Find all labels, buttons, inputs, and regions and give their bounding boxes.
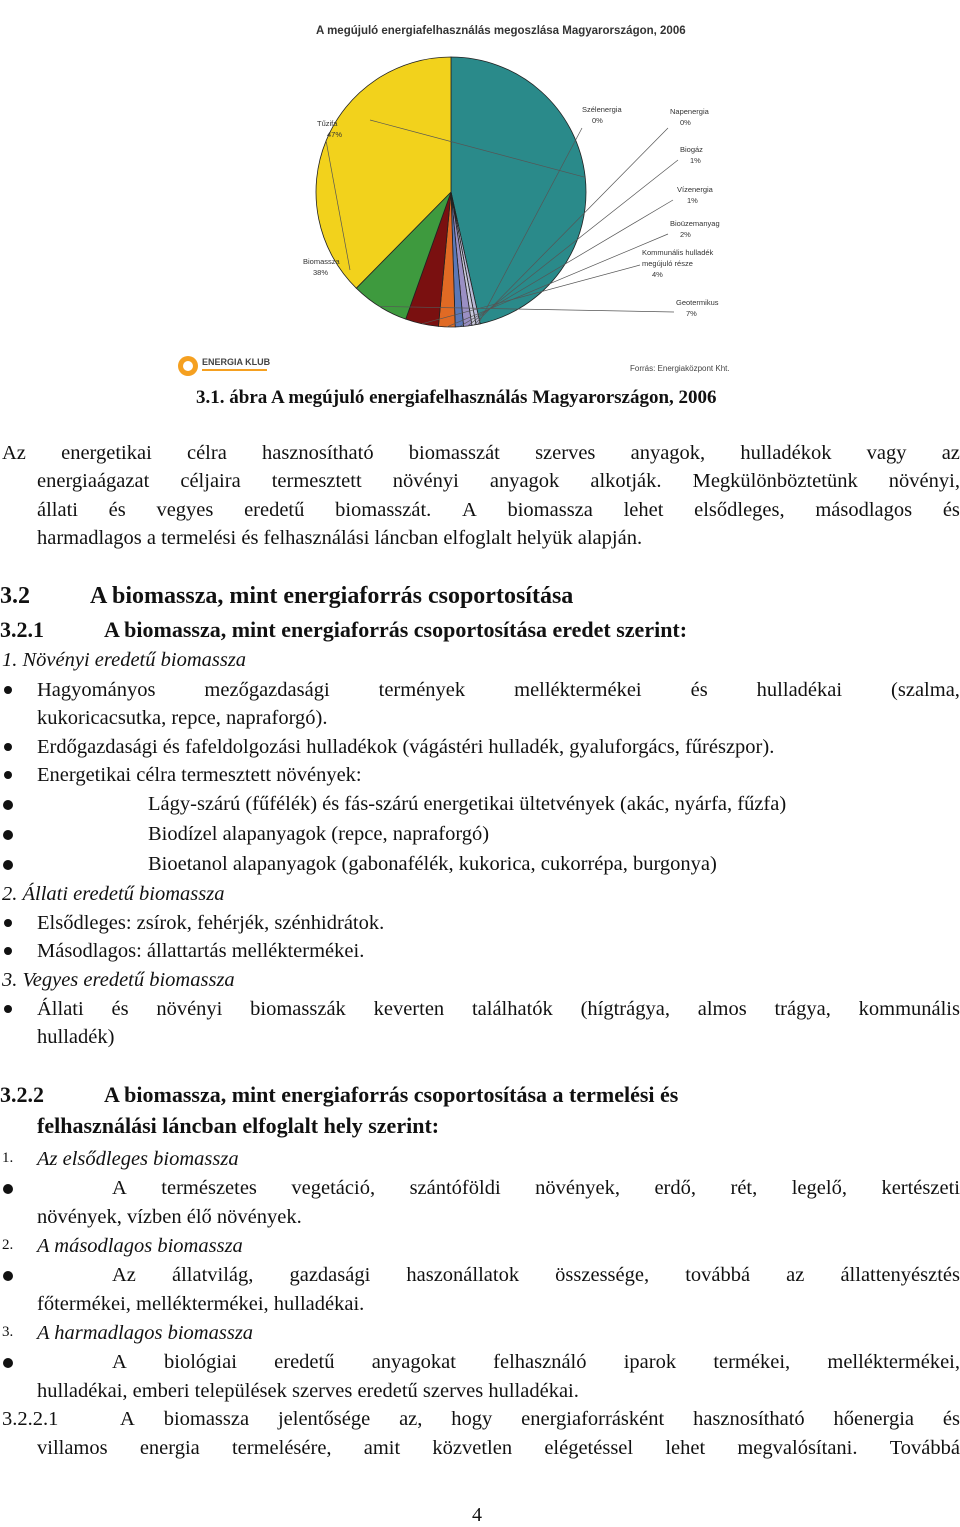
bullet-dot xyxy=(3,1184,13,1194)
chart-source: Forrás: Energiaközpont Kht. xyxy=(630,364,730,373)
word: melléktermékei xyxy=(514,679,642,701)
slice-name-label: megújuló része xyxy=(642,259,693,268)
word: anyagok, xyxy=(630,442,706,464)
word: energiaágazat xyxy=(37,470,150,492)
word: és xyxy=(690,679,708,701)
word: állatvilág, xyxy=(171,1264,254,1286)
word: megvalósítani. xyxy=(737,1437,858,1459)
bullet-dot xyxy=(4,1005,12,1013)
pie-chart xyxy=(170,0,790,385)
word: közvetlen xyxy=(432,1437,513,1459)
word: A xyxy=(112,1177,127,1199)
word: növényi xyxy=(156,998,223,1020)
word: növények, xyxy=(535,1177,620,1199)
slice-value-label: 0% xyxy=(680,118,691,127)
word: az, xyxy=(399,1408,423,1430)
word: melléktermékei, xyxy=(827,1351,960,1373)
word: felhasználó xyxy=(493,1351,587,1373)
word: anyagokat xyxy=(371,1351,456,1373)
word: jelentősége xyxy=(277,1408,371,1430)
word: termelésére, xyxy=(231,1437,332,1459)
figure-caption: 3.1. ábra A megújuló energiafelhasználás Magyarországon, 2006 xyxy=(196,387,717,408)
slice-name-label: Napenergia xyxy=(670,107,709,116)
slice-name-label: Bioüzemanyag xyxy=(670,219,720,228)
word: és xyxy=(942,499,960,521)
mixed-bullet1-line2: hulladék) xyxy=(37,1026,115,1048)
word: Az xyxy=(2,442,26,464)
word: kertészeti xyxy=(881,1177,960,1199)
bullet-dot xyxy=(3,830,13,840)
mixed-origin-heading: 3. Vegyes eredetű biomassza xyxy=(2,969,235,991)
bullet-dot xyxy=(4,947,12,955)
heading-3-2-2-title-line1: A biomassza, mint energiaforrás csoportosítása a termelési és xyxy=(104,1082,679,1107)
heading-3-2-2-1-number: 3.2.2.1 xyxy=(2,1408,59,1430)
word: Hagyományos xyxy=(37,679,156,701)
word: anyagok xyxy=(489,470,560,492)
word: Megkülönböztetünk xyxy=(692,470,858,492)
word: hőenergia xyxy=(833,1408,914,1430)
pie-chart-figure xyxy=(170,0,790,385)
word: biomasszák xyxy=(250,998,346,1020)
word: eredetű xyxy=(274,1351,335,1373)
word: hulladékai xyxy=(756,679,843,701)
heading-3-2-title: A biomassza, mint energiaforrás csoportosítása xyxy=(90,583,574,609)
mixed-bullet1-line1 xyxy=(37,995,960,1023)
slice-value-label: 4% xyxy=(652,270,663,279)
word: alkotják. xyxy=(590,470,662,492)
word: szántóföldi xyxy=(409,1177,501,1199)
slice-name-label: Kommunális hulladék xyxy=(642,248,714,257)
para1-line4: harmadlagos a termelési és felhasználási láncban elfoglalt helyük alapján. xyxy=(37,527,643,549)
word: másodlagos xyxy=(815,499,913,521)
word: vagy xyxy=(866,442,907,464)
slice-name-label: Geotermikus xyxy=(676,298,719,307)
word: és xyxy=(108,499,126,521)
word: hogy xyxy=(451,1408,493,1430)
slice-name-label: Biogáz xyxy=(680,145,703,154)
animal-bullet2: Másodlagos: állattartás melléktermékei. xyxy=(37,940,365,962)
word: trágya, xyxy=(774,998,831,1020)
word: továbbá xyxy=(685,1264,751,1286)
word: termények xyxy=(378,679,466,701)
word: vegetáció, xyxy=(291,1177,376,1199)
word: termesztett xyxy=(271,470,362,492)
para1-line2 xyxy=(37,467,960,495)
word: amit xyxy=(363,1437,401,1459)
slice-name-label: Biomassza xyxy=(303,257,340,266)
animal-origin-heading: 2. Állati eredetű biomassza xyxy=(2,883,225,905)
bullet-dot xyxy=(4,686,12,694)
word: (szalma, xyxy=(891,679,960,701)
slice-name-label: Vízenergia xyxy=(677,185,713,194)
chain-number-2: 2. xyxy=(2,1237,14,1253)
chain-bullet1-line2: növények, vízben élő növények. xyxy=(37,1206,302,1228)
word: biológiai xyxy=(164,1351,237,1373)
word: A xyxy=(461,499,477,521)
word: A xyxy=(120,1408,135,1430)
word: Az xyxy=(112,1264,136,1286)
heading-3-2-2-title-line2: felhasználási láncban elfoglalt hely szerint: xyxy=(37,1113,440,1138)
bullet-dot xyxy=(4,771,12,779)
para1-line1 xyxy=(2,439,960,467)
page-number: 4 xyxy=(472,1504,482,1526)
plant-sub-bullet3: Bioetanol alapanyagok (gabonafélék, kukorica, cukorrépa, burgonya) xyxy=(148,853,717,875)
word: legelő, xyxy=(791,1177,847,1199)
slice-value-label: 1% xyxy=(690,156,701,165)
chain-title-2: A másodlagos biomassza xyxy=(37,1235,243,1257)
chain-bullet1-line1 xyxy=(112,1174,960,1202)
plant-bullet1-line2: kukoricacsutka, repce, napraforgó). xyxy=(37,707,328,729)
para-3-2-2-1-line2 xyxy=(37,1434,960,1462)
chain-bullet3-line2: hulladékai, emberi települések szerves eredetű szerves hulladékai. xyxy=(37,1380,579,1402)
plant-sub-bullet1: Lágy-szárú (fűfélék) és fás-szárú energetikai ültetvények (akác, nyárfa, fűzfa) xyxy=(148,793,787,815)
word: energetikai xyxy=(61,442,152,464)
energia-klub-logo xyxy=(178,356,271,376)
bullet-dot xyxy=(3,1271,13,1281)
chain-bullet2-line1 xyxy=(112,1261,960,1289)
plant-bullet2: Erdőgazdasági és fafeldolgozási hulladékok (vágástéri hulladék, gyaluforgács, fűrészpor). xyxy=(37,736,775,758)
word: és xyxy=(111,998,129,1020)
word: kommunális xyxy=(858,998,960,1020)
word: céljaira xyxy=(180,470,241,492)
word: lehet xyxy=(623,499,664,521)
slice-value-label: 1% xyxy=(687,196,698,205)
word: célra xyxy=(186,442,227,464)
word: hasznosítható xyxy=(262,442,374,464)
slice-value-label: 47% xyxy=(327,130,343,139)
word: almos xyxy=(697,998,747,1020)
word: elégetéssel xyxy=(544,1437,634,1459)
chain-title-1: Az elsődleges biomassza xyxy=(37,1148,239,1170)
slice-name-label: Szélenergia xyxy=(582,105,622,114)
word: biomasszát. xyxy=(335,499,432,521)
word: összessége, xyxy=(555,1264,650,1286)
word: erdő, xyxy=(654,1177,697,1199)
word: hasznosítható xyxy=(693,1408,805,1430)
para1-line3 xyxy=(37,496,960,524)
chain-title-3: A harmadlagos biomassza xyxy=(37,1322,254,1344)
word: természetes xyxy=(161,1177,257,1199)
word: vegyes xyxy=(156,499,214,521)
word: és xyxy=(942,1408,960,1430)
animal-bullet1: Elsődleges: zsírok, fehérjék, szénhidrátok. xyxy=(37,912,385,934)
word: szerves xyxy=(535,442,596,464)
word: eredetű xyxy=(244,499,305,521)
heading-3-2-1-number: 3.2.1 xyxy=(0,617,44,642)
word: lehet xyxy=(665,1437,706,1459)
plant-origin-heading: 1. Növényi eredetű biomassza xyxy=(2,649,247,671)
slice-name-label: Tűzifa xyxy=(317,119,338,128)
word: találhatók xyxy=(471,998,553,1020)
heading-3-2-number: 3.2 xyxy=(0,583,30,609)
word: biomassza xyxy=(163,1408,250,1430)
bullet-dot xyxy=(3,1358,13,1368)
plant-sub-bullet2: Biodízel alapanyagok (repce, napraforgó) xyxy=(148,823,490,845)
word: energiaforrásként xyxy=(521,1408,665,1430)
chain-number-3: 3. xyxy=(2,1324,14,1340)
word: az xyxy=(786,1264,805,1286)
word: keverten xyxy=(373,998,445,1020)
word: az xyxy=(941,442,960,464)
heading-3-2-1-title: A biomassza, mint energiaforrás csoportosítása eredet szerint: xyxy=(104,617,688,642)
word: állati xyxy=(37,499,78,521)
word: Állati xyxy=(37,998,84,1020)
word: haszonállatok xyxy=(406,1264,520,1286)
plant-bullet1-line1 xyxy=(37,676,960,704)
slice-value-label: 0% xyxy=(592,116,603,125)
bullet-dot xyxy=(3,800,13,810)
chart-title: A megújuló energiafelhasználás megoszlása Magyarországon, 2006 xyxy=(316,25,686,37)
word: növényi xyxy=(392,470,459,492)
word: iparok xyxy=(623,1351,677,1373)
word: biomassza xyxy=(507,499,593,521)
word: gazdasági xyxy=(289,1264,371,1286)
heading-3-2-2-number: 3.2.2 xyxy=(0,1082,44,1107)
chain-bullet2-line2: főtermékei, melléktermékei, hulladékai. xyxy=(37,1293,365,1315)
word: mezőgazdasági xyxy=(204,679,330,701)
para-3-2-2-1-line1 xyxy=(120,1405,960,1433)
plant-bullet3: Energetikai célra termesztett növények: xyxy=(37,764,362,786)
bullet-dot xyxy=(4,743,12,751)
bullet-dot xyxy=(4,919,12,927)
word: termékei, xyxy=(713,1351,791,1373)
word: hulladékok xyxy=(740,442,832,464)
slice-value-label: 2% xyxy=(680,230,691,239)
chain-number-1: 1. xyxy=(2,1150,14,1166)
word: villamos xyxy=(37,1437,108,1459)
word: állattenyésztés xyxy=(840,1264,960,1286)
word: növényi, xyxy=(888,470,960,492)
word: biomasszát xyxy=(408,442,500,464)
word: Továbbá xyxy=(889,1437,960,1459)
chain-bullet3-line1 xyxy=(112,1348,960,1376)
logo-text: ENERGIA KLUB xyxy=(202,357,271,367)
word: (hígtrágya, xyxy=(580,998,670,1020)
slice-value-label: 7% xyxy=(686,309,697,318)
word: rét, xyxy=(730,1177,758,1199)
word: elsődleges, xyxy=(694,499,785,521)
word: A xyxy=(112,1351,127,1373)
word: energia xyxy=(139,1437,200,1459)
slice-value-label: 38% xyxy=(313,268,329,277)
bullet-dot xyxy=(3,860,13,870)
